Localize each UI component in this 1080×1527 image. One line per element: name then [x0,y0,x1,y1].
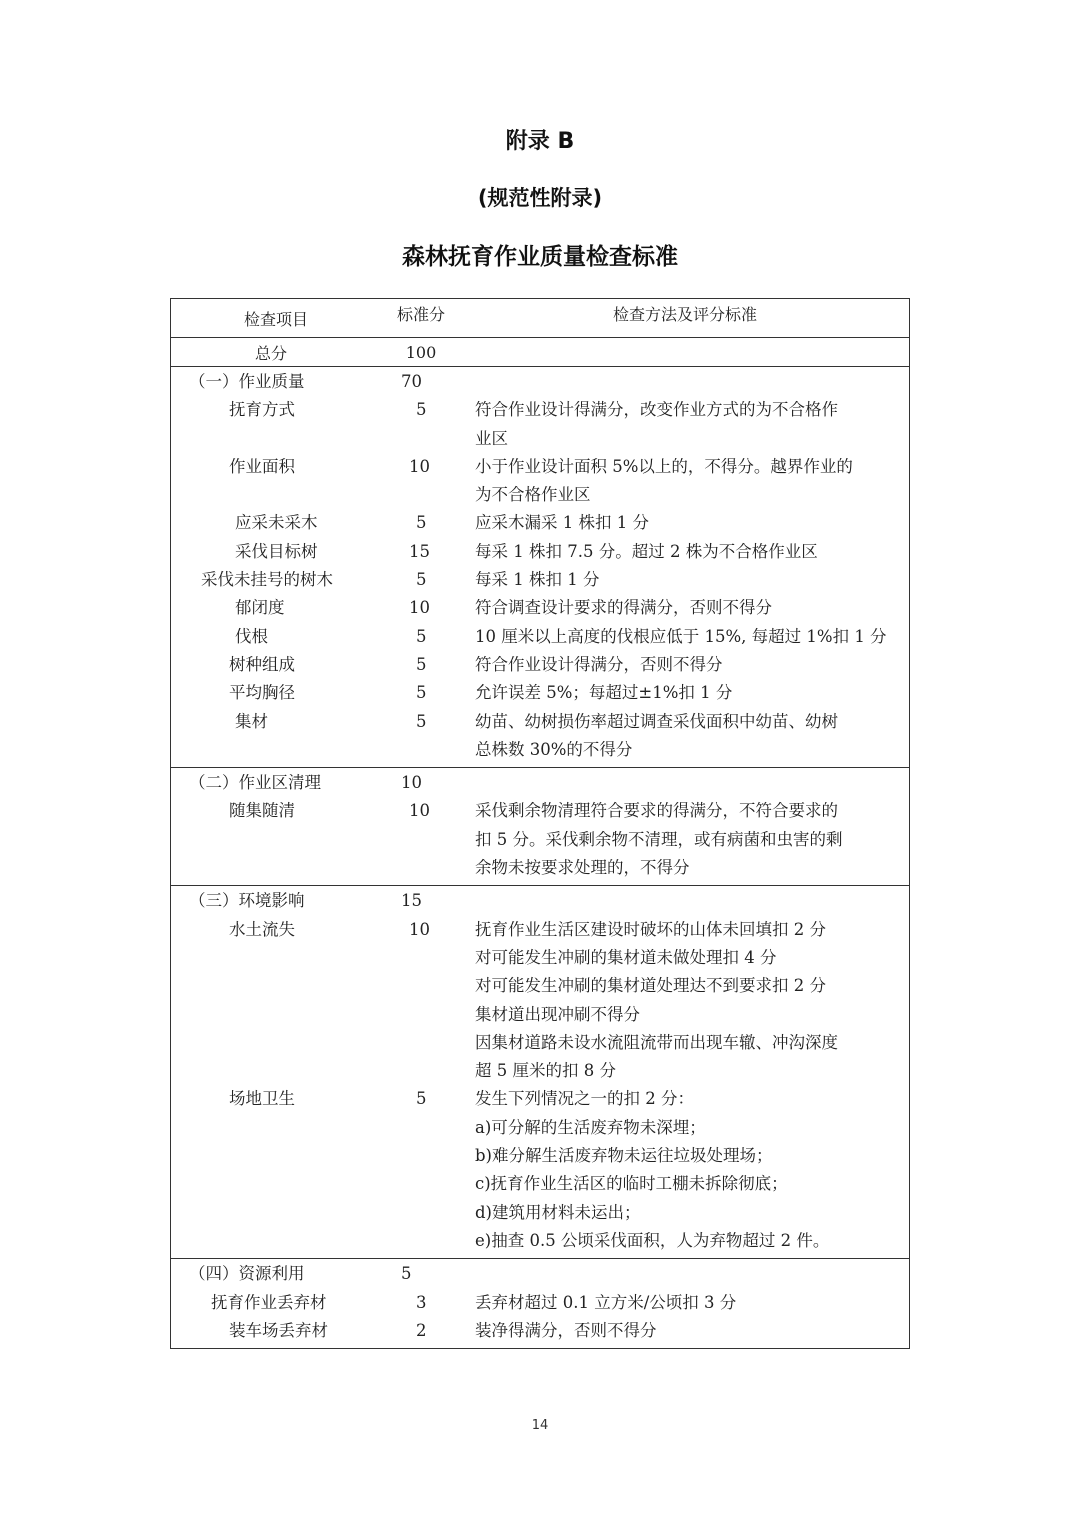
desc-line: c)抚育作业生活区的临时工棚未拆除彻底； [475,1174,788,1194]
desc-line: 对可能发生冲刷的集材道未做处理扣 4 分 [475,947,777,967]
section-header-row [171,1260,909,1288]
item-name: 作业面积 [229,456,295,476]
desc-line: 小于作业设计面积 5%以上的，不得分。越界作业的 [475,456,853,476]
item-score: 3 [416,1292,427,1312]
desc-line: 为不合格作业区 [475,485,591,505]
table-row [171,566,909,594]
table-row [171,679,909,707]
section-desc-empty [461,887,891,915]
total-score: 100 [405,342,437,362]
desc-line: 允许误差 5%；每超过±1%扣 1 分 [475,683,733,703]
desc-line: 扣 5 分。采伐剩余物不清理，或有病菌和虫害的剩 [475,829,843,849]
total-row [171,338,909,367]
section-name: （一）作业质量 [189,372,305,391]
item-score: 5 [416,513,427,533]
desc-line: 集材道出现冲刷不得分 [475,1004,640,1024]
item-score: 10 [409,598,430,618]
item-score: 5 [416,570,427,590]
section-name: （四）资源利用 [189,1264,305,1284]
table-section [171,367,909,768]
item-name: 随集随清 [229,801,295,821]
desc-line: 符合调查设计要求的得满分，否则不得分 [475,598,772,618]
item-desc [461,679,891,707]
item-name: 采伐目标树 [235,541,318,561]
desc-line: 对可能发生冲刷的集材道处理达不到要求扣 2 分 [475,976,826,996]
item-score: 2 [416,1320,427,1340]
item-score: 15 [409,541,430,561]
header-method: 检查方法及评分标准 [612,304,757,324]
table-row [171,651,909,679]
item-desc [461,453,891,510]
item-name: 水土流失 [229,919,295,939]
item-name: 抚育方式 [229,400,295,420]
table-row [171,509,909,537]
section-header-row [171,887,909,915]
item-name: 平均胸径 [229,683,295,703]
item-name: 伐根 [235,626,268,646]
table-title: 森林抚育作业质量检查标准 [402,244,678,270]
table-section [171,768,909,886]
desc-line: 余物未按要求处理的，不得分 [475,858,690,878]
table-row [171,708,909,765]
header-item: 检查项目 [243,309,308,329]
section-header-row [171,769,909,797]
item-desc [461,509,891,537]
item-score: 10 [409,919,430,939]
item-desc [461,623,891,651]
table-row [171,1085,909,1255]
section-desc-empty [461,769,891,797]
desc-line: 超 5 厘米的扣 8 分 [475,1061,616,1081]
item-score: 5 [416,626,427,646]
item-desc [461,651,891,679]
item-name: 场地卫生 [229,1089,295,1109]
desc-line: 业区 [475,428,508,448]
item-score: 5 [416,654,427,674]
item-desc [461,797,891,882]
item-desc [461,708,891,765]
item-desc [461,538,891,566]
desc-line: a)可分解的生活废弃物未深埋； [475,1117,706,1137]
item-name: 应采未采木 [235,513,318,533]
table-row [171,916,909,1086]
section-header-row [171,368,909,396]
desc-line: 总株数 30%的不得分 [475,739,633,759]
table-row [171,538,909,566]
section-score: 10 [401,773,422,793]
appendix-label: 附录 B [505,129,575,154]
item-desc [461,916,891,1086]
item-name: 树种组成 [229,654,295,674]
item-desc [461,396,891,453]
item-score: 10 [409,456,430,476]
item-desc [461,594,891,622]
section-score: 70 [401,372,422,391]
item-score: 5 [416,711,427,731]
table-section [171,886,909,1259]
table-sections [171,367,909,1348]
item-desc [461,566,891,594]
item-name: 郁闭度 [235,598,285,618]
section-name: （二）作业区清理 [189,773,321,793]
item-name: 采伐未挂号的树木 [201,570,333,590]
table-row [171,1317,909,1345]
inspection-table [170,298,910,1349]
desc-line: e)抽查 0.5 公顷采伐面积，人为弃物超过 2 件。 [475,1230,830,1250]
desc-line: 幼苗、幼树损伤率超过调查采伐面积中幼苗、幼树 [475,711,838,731]
desc-line: 抚育作业生活区建设时破坏的山体未回填扣 2 分 [475,919,826,939]
table-header [171,299,909,338]
desc-line: 每采 1 株扣 1 分 [475,570,600,590]
table-row [171,623,909,651]
item-desc [461,1289,891,1317]
desc-line: 装净得满分，否则不得分 [475,1320,657,1340]
table-row [171,396,909,453]
section-desc-empty [461,368,891,396]
desc-line: 丢弃材超过 0.1 立方米/公顷扣 3 分 [475,1292,737,1312]
table-section [171,1259,909,1348]
header-score: 标准分 [396,304,445,324]
desc-line: 符合作业设计得满分，改变作业方式的为不合格作 [475,400,838,420]
item-score: 10 [409,801,430,821]
item-desc [461,1317,891,1345]
desc-line: 发生下列情况之一的扣 2 分： [475,1089,694,1109]
desc-line: 应采木漏采 1 株扣 1 分 [475,513,649,533]
table-row [171,453,909,510]
item-desc [461,1085,891,1255]
desc-line: 采伐剩余物清理符合要求的得满分，不符合要求的 [475,801,838,821]
section-score: 5 [401,1264,412,1284]
item-score: 5 [416,400,427,420]
item-name: 抚育作业丢弃材 [211,1292,327,1312]
total-label: 总分 [254,343,287,363]
table-row [171,1289,909,1317]
section-desc-empty [461,1260,891,1288]
table-row [171,594,909,622]
desc-line: 每采 1 株扣 7.5 分。超过 2 株为不合格作业区 [475,541,818,561]
section-score: 15 [401,891,422,911]
table-row [171,797,909,882]
item-score: 5 [416,683,427,703]
page-number: 14 [531,1418,549,1433]
item-name: 集材 [235,711,268,731]
desc-line: 因集材道路未设水流阻流带而出现车辙、冲沟深度 [475,1032,838,1052]
desc-line: 符合作业设计得满分，否则不得分 [475,654,723,674]
item-name: 装车场丢弃材 [229,1320,328,1340]
section-name: （三）环境影响 [189,891,305,911]
desc-line: 10 厘米以上高度的伐根应低于 15%, 每超过 1%扣 1 分 [475,626,887,646]
appendix-type: (规范性附录) [477,186,603,210]
desc-line: d)建筑用材料未运出； [475,1202,641,1222]
desc-line: b)难分解生活废弃物未运往垃圾处理场； [475,1146,773,1166]
item-score: 5 [416,1089,427,1109]
